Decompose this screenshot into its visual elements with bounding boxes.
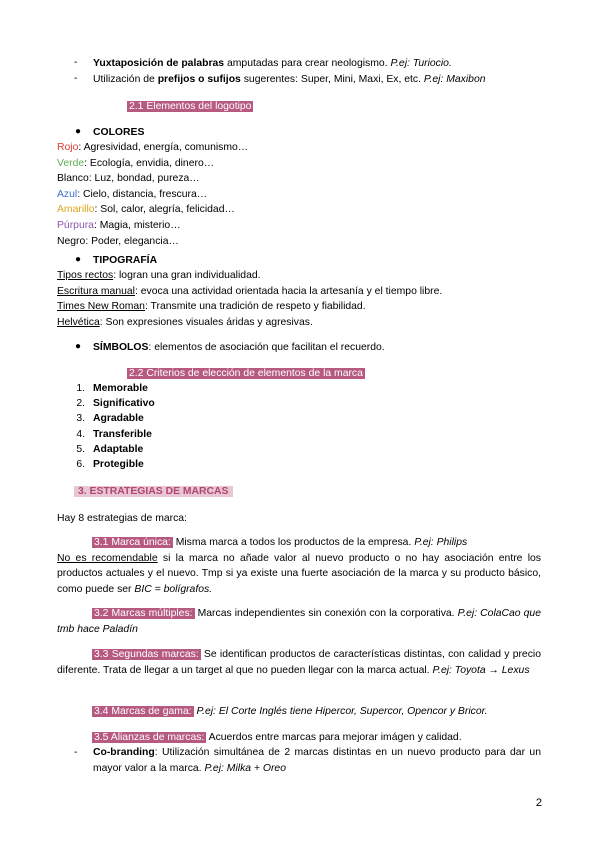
color-name: Púrpura [57,220,94,231]
strategy-3-1-label: 3.1 Marca única: [94,537,171,548]
strategy-3-3-label: 3.3 Segundas marcas: [94,649,199,660]
color-item [57,157,214,170]
color-meaning: : Cielo, distancia, frescura… [77,188,208,200]
color-name: Azul [57,188,78,200]
tipografia-item [57,285,442,298]
color-meaning: : Magia, misterio… [93,220,181,231]
color-meaning: : Poder, elegancia… [85,235,179,247]
tipografia-heading: TIPOGRAFÍA [93,255,158,266]
criterio-number: 5. [76,443,85,455]
bullet-dot: ● [75,254,82,265]
intro-bullet-2-bold: prefijos o sufijos [157,74,241,85]
color-meaning: : Agresividad, energía, comunismo… [78,142,249,153]
strategy-3-1-note-underlined: No es recomendable [57,552,158,564]
colores-heading: COLORES [93,127,145,138]
page-number: 2 [535,797,542,809]
intro-bullet-2-pre: Utilización de [93,74,158,85]
intro-bullet-2-example: P.ej: Maxibon [423,74,486,85]
simbolos-line [93,341,385,354]
intro-bullet-1 [93,57,452,70]
simbolos-text: : elementos de asociación que facilitan el recuerdo. [148,342,385,353]
color-item [57,172,200,185]
color-meaning: : Luz, bondad, pureza… [88,173,200,185]
tipografia-name: Times New Roman [57,301,145,313]
tipografia-item [57,300,366,313]
bullet-dot: ● [75,341,82,352]
intro-bullet-1-bold: Yuxtaposición de palabras [93,58,225,69]
criterio-number: 2. [76,398,85,410]
estrategias-intro: Hay 8 estrategias de marca: [57,513,187,524]
criterio-item: Protegible [93,459,144,470]
criterio-item: Significativo [93,398,155,410]
criterio-number: 6. [76,459,85,470]
tipografia-desc: : Transmite una tradición de respeto y fiabilidad. [144,301,366,313]
intro-bullet-1-text: amputadas para crear neologismo. [224,58,391,69]
intro-bullet-2 [93,73,486,86]
section-heading-2-1: 2.1 Elementos del logotipo [129,101,252,112]
color-meaning: : Ecología, envidia, dinero… [84,157,215,169]
criterio-item: Transferible [93,428,152,440]
intro-bullet-1-example: P.ej: Turiocio. [390,58,452,69]
tipografia-name: Helvética [57,316,100,328]
color-item [57,219,181,232]
color-item [57,141,248,154]
strategy-3-5: 3.5 Alianzas de marcas: Acuerdos entre marcas para mejorar imágen y calidad. [94,732,462,743]
color-name: Rojo [57,142,79,153]
criterio-number: 1. [76,383,85,394]
intro-bullet-2-text: sugerentes: Super, Mini, Maxi, Ex, etc. [240,74,424,85]
color-item [57,188,207,201]
color-item [57,203,235,216]
strategy-3-3: 3.3 Segundas marcas: Se identifican productos de características distintas, con calidad y precio diferente. Trata de llegar a un target al que no pueden llegar con la marca actual. P.ej: Toyota → Lexus [57,649,541,676]
color-meaning: : Sol, calor, alegría, felicidad… [94,204,235,216]
dash-bullet: - [74,73,78,84]
tipografia-item [57,269,261,282]
tipografia-name: Escritura manual [57,285,135,297]
color-name: Negro [57,235,86,247]
simbolos-heading: SÍMBOLOS [93,342,149,353]
strategy-3-2-label: 3.2 Marcas múltiples: [94,608,193,619]
criterio-number: 3. [76,413,85,425]
section-heading-3: 3. ESTRATEGIAS DE MARCAS [74,485,233,498]
strategy-3-1: 3.1 Marca única: Misma marca a todos los productos de la empresa. P.ej: Philips No es recomendable si la marca no añade valor al nuevo producto o no hay asociación entre los productos actuales y el nuevo. Tmp si ya existe una fuerte asociación de la marca y su producto básico, como puede ser BIC = bolígrafos. [57,537,541,595]
bullet-dot: ● [75,126,82,137]
color-name: Amarillo [57,204,95,216]
section-heading-2-2: 2.2 Criterios de elección de elementos de la marca [129,368,363,379]
strategy-3-4: 3.4 Marcas de gama: P.ej: El Corte Inglés tiene Hipercor, Supercor, Opencor y Bricor. [94,706,488,717]
strategy-3-4-label: 3.4 Marcas de gama: [94,706,192,717]
color-name: Verde [57,157,85,169]
strategy-3-2: 3.2 Marcas múltiples: Marcas independientes sin conexión con la corporativa. P.ej: ColaCao que tmb hace Paladín [57,608,541,635]
co-branding-bullet: Co-branding: Utilización simultánea de 2 marcas distintas en un nuevo producto para dar un mayor valor a la marca. P.ej: Milka + Oreo [93,747,541,774]
criterio-item: Agradable [93,413,144,425]
color-item [57,235,179,248]
criterio-number: 4. [76,428,85,440]
tipografia-desc: : evoca una actividad orientada hacia la artesanía y el tiempo libre. [134,285,443,297]
tipografia-name: Tipos rectos [57,270,114,281]
dash-bullet: - [74,57,78,68]
criterio-item: Memorable [93,383,148,394]
tipografia-desc: : Son expresiones visuales áridas y agresivas. [99,316,313,328]
criterio-item: Adaptable [93,443,144,455]
tipografia-desc: : logran una gran individualidad. [113,270,261,281]
co-branding-term: Co-branding [93,747,155,758]
tipografia-item [57,316,313,329]
dash-bullet: - [74,747,78,758]
strategy-3-5-label: 3.5 Alianzas de marcas: [94,732,205,743]
color-name: Blanco [57,173,89,185]
